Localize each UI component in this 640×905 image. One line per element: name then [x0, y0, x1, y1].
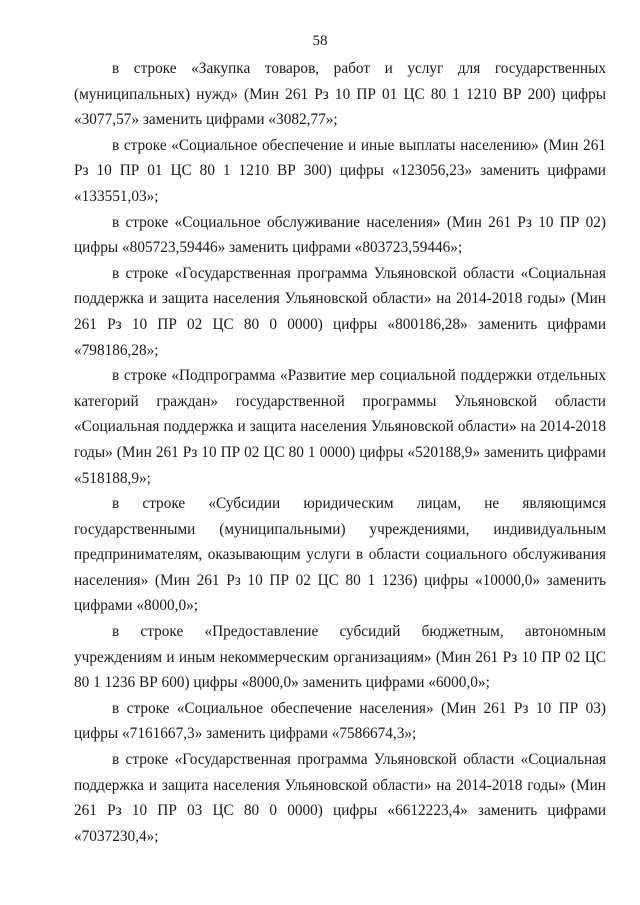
paragraph: в строке «Закупка товаров, работ и услуг для государственных (муниципальных) нужд» (Мин 261 Рз 10 ПР 01 ЦС 80 1 1210 ВР 200) цифры «3077,57» заменить цифрами «3082,77»;: [74, 60, 606, 129]
document-body: [74, 56, 606, 849]
paragraph: в строке «Государственная программа Ульяновской области «Социальная поддержка и защита населения Ульяновской области» на 2014-2018 годы» (Мин 261 Рз 10 ПР 03 ЦС 80 0 0000) цифры «6612223,4» заменить цифрами «7037230,4»;: [74, 751, 606, 845]
paragraph: в строке «Социальное обеспечение и иные выплаты населению» (Мин 261 Рз 10 ПР 01 ЦС 80 1 1210 ВР 300) цифры «123056,23» заменить цифрами «133551,03»;: [74, 136, 606, 205]
paragraph: в строке «Государственная программа Ульяновской области «Социальная поддержка и защита населения Ульяновской области» на 2014-2018 годы» (Мин 261 Рз 10 ПР 02 ЦС 80 0 0000) цифры «800186,28» заменить цифрами «798186,28»;: [74, 264, 606, 359]
paragraph: в строке «Социальное обслуживание населения» (Мин 261 Рз 10 ПР 02) цифры «805723,59446» заменить цифрами «803723,59446»;: [74, 213, 606, 257]
paragraph: в строке «Предоставление субсидий бюджетным, автономным учреждениям и иным некоммерческим организациям» (Мин 261 Рз 10 ПР 02 ЦС 80 1 1236 ВР 600) цифры «8000,0» заменить цифрами «6000,0»;: [74, 623, 606, 692]
page-number: 58: [312, 33, 328, 49]
paragraph: в строке «Подпрограмма «Развитие мер социальной поддержки отдельных категорий граждан» государственной программы Ульяновской области «Социальная поддержка и защита населения Ульяновской области» на 2014-2018 годы» (Мин 261 Рз 10 ПР 02 ЦС 80 1 0000) цифры «520188,9» заменить цифрами «518188,9»;: [74, 367, 606, 487]
paragraph: в строке «Субсидии юридическим лицам, не являющимся государственными (муниципальными) учреждениями, индивидуальным предпринимателям, оказывающим услуги в области социального обслуживания населения» (Мин 261 Рз 10 ПР 02 ЦС 80 1 1236) цифры «10000,0» заменить цифрами «8000,0»;: [74, 495, 606, 615]
paragraph: в строке «Социальное обеспечение населения» (Мин 261 Рз 10 ПР 03) цифры «7161667,3» заменить цифрами «7586674,3»;: [74, 699, 606, 743]
